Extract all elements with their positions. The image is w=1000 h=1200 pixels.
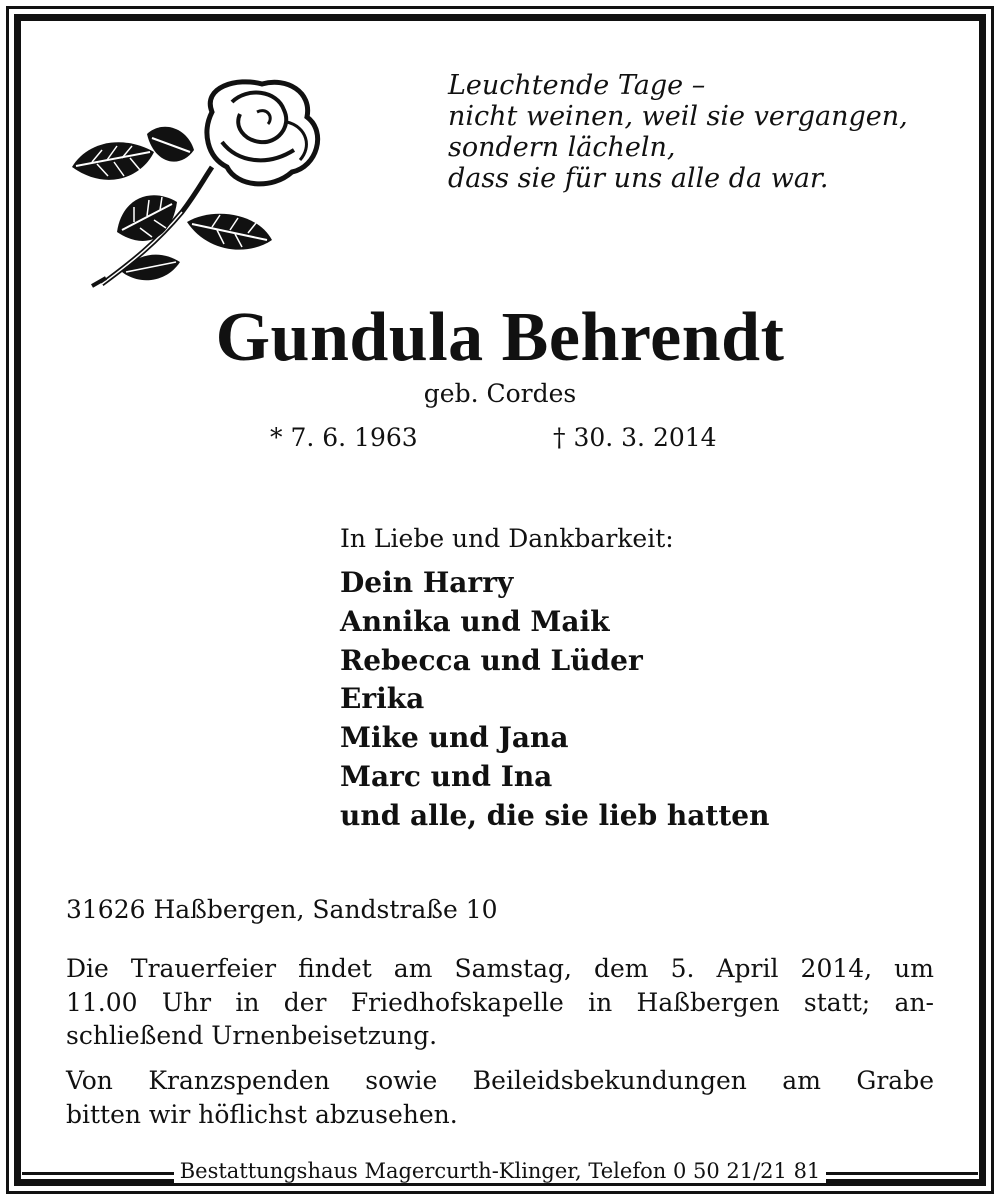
birth-date: * 7. 6. 1963 — [270, 423, 418, 452]
poem-line: Leuchtende Tage – — [448, 70, 706, 101]
service-line: schließend Urnenbeisetzung. — [66, 1021, 438, 1050]
mourner-name: Marc und Ina — [340, 759, 553, 793]
funeral-home-contact: Bestattungshaus Magercurth-Klinger, Telefon 0 50 21/21 81 — [174, 1159, 827, 1183]
poem-line: sondern lächeln, — [448, 132, 676, 163]
mourners-intro: In Liebe und Dankbarkeit: — [340, 524, 674, 553]
memorial-poem — [448, 70, 908, 194]
service-line: Die Trauerfeier findet am Samstag, dem 5. April 2014, um — [66, 954, 934, 983]
request-line: Von Kranzspenden sowie Beileidsbekundungen am Grabe — [66, 1066, 934, 1095]
death-date: † 30. 3. 2014 — [553, 423, 717, 452]
mourner-name: Mike und Jana — [340, 721, 569, 755]
service-notice — [66, 952, 934, 1053]
request-line: bitten wir höflichst abzusehen. — [66, 1099, 458, 1129]
mourner-name: Erika — [340, 682, 425, 716]
condolence-request — [66, 1064, 934, 1131]
service-line: 11.00 Uhr in der Friedhofskapelle in Haßbergen statt; an- — [66, 987, 934, 1017]
maiden-name: geb. Cordes — [423, 379, 577, 408]
rose-icon — [62, 72, 332, 304]
poem-line: nicht weinen, weil sie vergangen, — [448, 101, 908, 132]
mourner-name: Rebecca und Lüder — [340, 643, 643, 677]
mourner-name: Dein Harry — [340, 566, 514, 599]
mourner-name: und alle, die sie lieb hatten — [340, 798, 770, 832]
mourners-list — [340, 564, 769, 836]
deceased-name: Gundula Behrendt — [215, 299, 785, 376]
mourner-name: Annika und Maik — [340, 604, 610, 638]
funeral-home-footer — [0, 1158, 1000, 1184]
poem-line: dass sie für uns alle da war. — [448, 163, 829, 194]
address: 31626 Haßbergen, Sandstraße 10 — [66, 895, 498, 924]
